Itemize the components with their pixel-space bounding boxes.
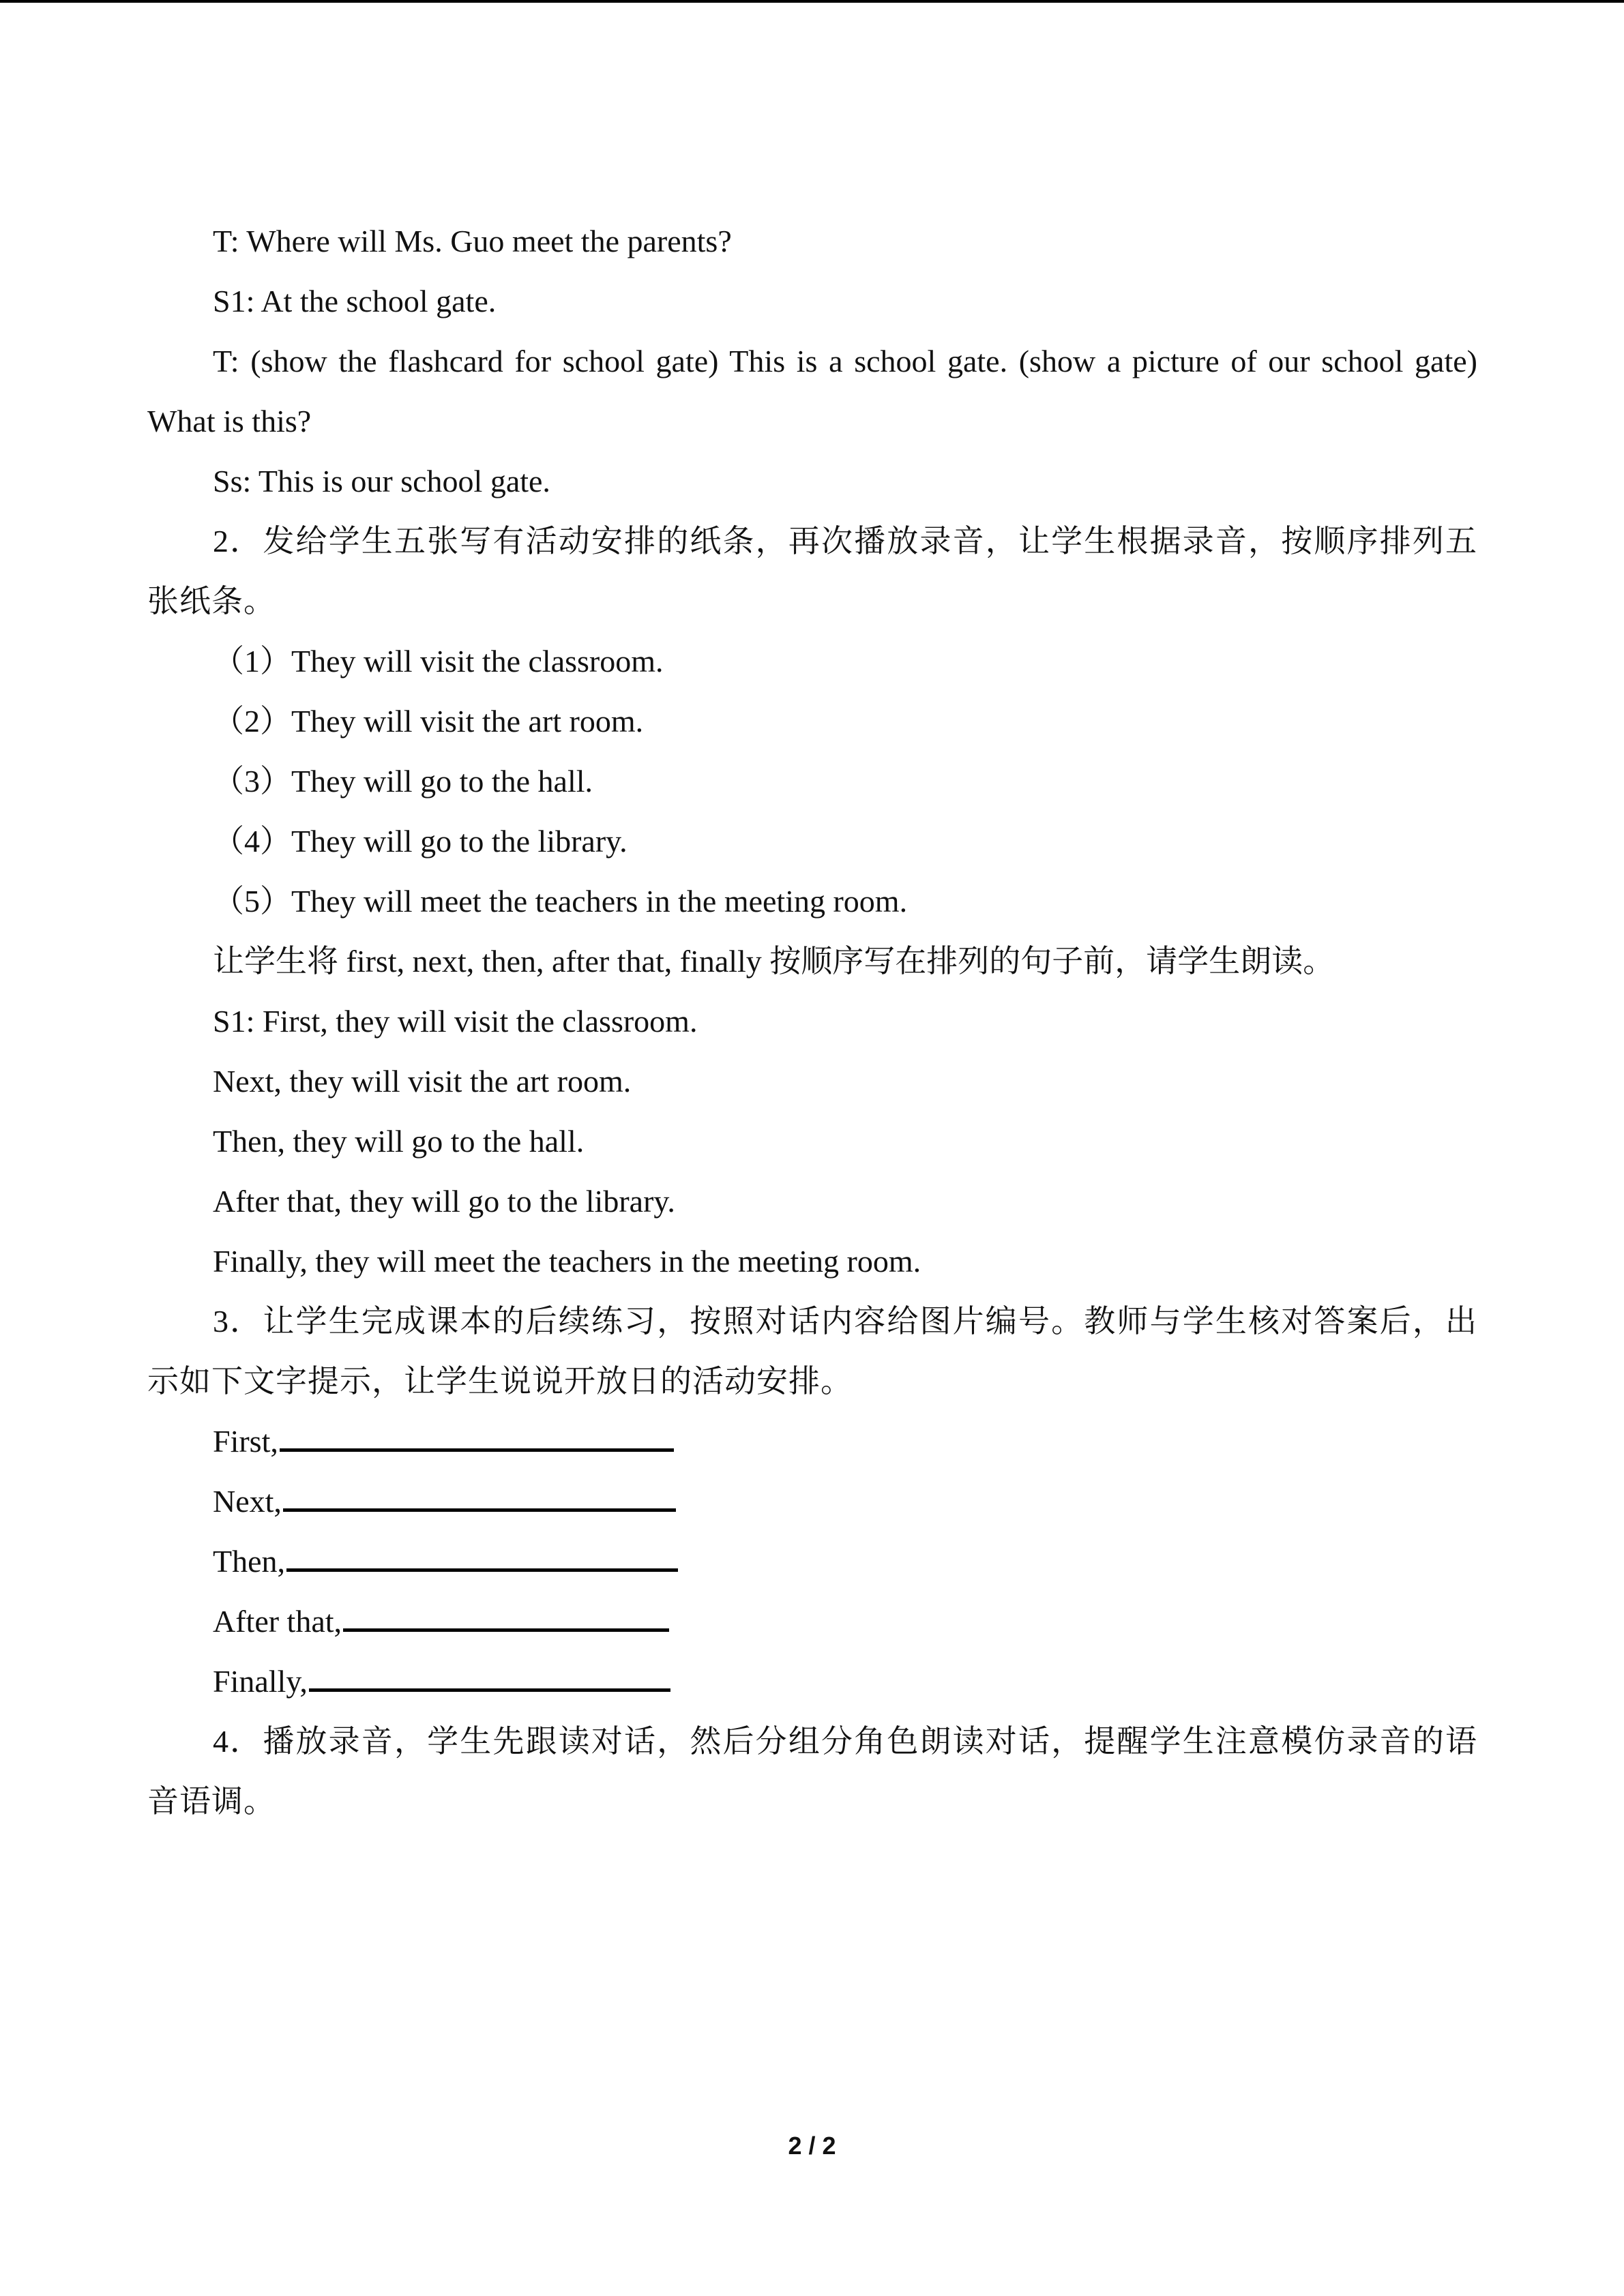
fill-in-first — [147, 1412, 1477, 1472]
dialogue-line-students-answer: Ss: This is our school gate. — [213, 464, 550, 498]
activity-item-2: （2）They will visit the art room. — [213, 704, 644, 739]
activity-item-3: （3）They will go to the hall. — [213, 764, 593, 799]
document-body — [147, 211, 1477, 1832]
page-number: 2 / 2 — [788, 2132, 836, 2160]
fill-in-next — [147, 1472, 1477, 1532]
answer-blank-line — [309, 1688, 670, 1692]
fill-in-prompt: After that, — [213, 1604, 342, 1639]
fill-in-then — [147, 1532, 1477, 1592]
answer-blank-line — [343, 1628, 669, 1632]
fill-in-prompt: First, — [213, 1424, 278, 1459]
fill-in-prompt: Finally, — [213, 1664, 308, 1699]
dialogue-line-teacher-flashcard: T: (show the flashcard for school gate) This is a school gate. (show a picture of our school gate) What is this? — [147, 344, 1477, 438]
instruction-step-4: 4．播放录音，学生先跟读对话，然后分组分角色朗读对话，提醒学生注意模仿录音的语音语调。 — [147, 1724, 1477, 1819]
instruction-step-3: 3．让学生完成课本的后续练习，按照对话内容给图片编号。教师与学生核对答案后，出示如下文字提示，让学生说说开放日的活动安排。 — [147, 1304, 1477, 1399]
ordered-sentence-then: Then, they will go to the hall. — [213, 1124, 585, 1159]
dialogue-line-teacher-question: T: Where will Ms. Guo meet the parents? — [213, 224, 732, 258]
ordered-sentence-finally: Finally, they will meet the teachers in the meeting room. — [213, 1244, 921, 1279]
instruction-step-2: 2．发给学生五张写有活动安排的纸条，再次播放录音，让学生根据录音，按顺序排列五张纸条。 — [147, 524, 1477, 618]
ordered-sentence-first: S1: First, they will visit the classroom. — [213, 1004, 698, 1039]
fill-in-after-that — [147, 1592, 1477, 1652]
fill-in-finally — [147, 1652, 1477, 1712]
answer-blank-line — [286, 1568, 678, 1572]
answer-blank-line — [283, 1508, 676, 1512]
activity-item-1: （1）They will visit the classroom. — [213, 644, 664, 679]
fill-in-prompt: Next, — [213, 1484, 282, 1519]
ordering-instruction: 让学生将 first, next, then, after that, finally 按顺序写在排列的句子前，请学生朗读。 — [213, 944, 1335, 979]
dialogue-line-student-answer: S1: At the school gate. — [213, 284, 497, 318]
fill-in-prompt: Then, — [213, 1544, 286, 1579]
ordered-sentence-next: Next, they will visit the art room. — [213, 1064, 632, 1099]
page-top-border — [0, 0, 1624, 3]
activity-item-4: （4）They will go to the library. — [213, 824, 628, 859]
activity-item-5: （5）They will meet the teachers in the meeting room. — [213, 884, 908, 919]
ordered-sentence-after-that: After that, they will go to the library. — [213, 1184, 675, 1219]
answer-blank-line — [280, 1448, 674, 1452]
